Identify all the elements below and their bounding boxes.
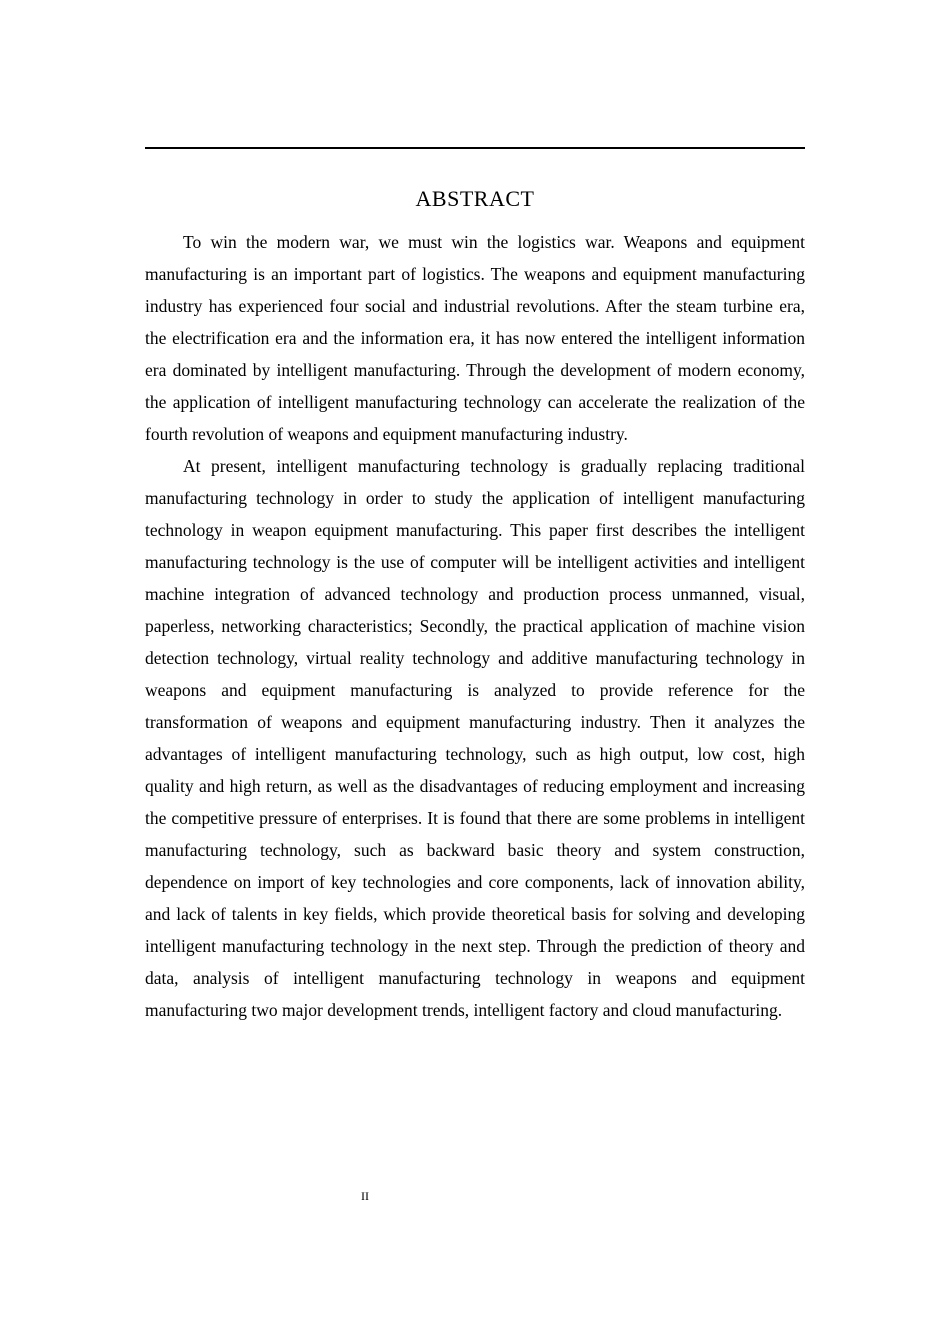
abstract-body <box>145 226 805 1026</box>
page-number: II <box>361 1189 369 1203</box>
abstract-title: ABSTRACT <box>415 186 535 211</box>
header-rule <box>145 147 805 149</box>
abstract-paragraph-1: To win the modern war, we must win the logistics war. Weapons and equipment manufacturing is an important part of logistics. The weapons and equipment manufacturing industry has experienced four social and industrial revolutions. After the steam turbine era, the electrification era and the information era, it has now entered the intelligent information era dominated by intelligent manufacturing. Through the development of modern economy, the application of intelligent manufacturing technology can accelerate the realization of the fourth revolution of weapons and equipment manufacturing industry. <box>145 232 805 444</box>
abstract-paragraph-2: At present, intelligent manufacturing technology is gradually replacing traditional manufacturing technology in order to study the application of intelligent manufacturing technology in weapon equipment manufacturing. This paper first describes the intelligent manufacturing technology is the use of computer will be intelligent activities and intelligent machine integration of advanced technology and production process unmanned, visual, paperless, networking characteristics; Secondly, the practical application of machine vision detection technology, virtual reality technology and additive manufacturing technology in weapons and equipment manufacturing is analyzed to provide reference for the transformation of weapons and equipment manufacturing industry. Then it analyzes the advantages of intelligent manufacturing technology, such as high output, low cost, high quality and high return, as well as the disadvantages of reducing employment and increasing the competitive pressure of enterprises. It is found that there are some problems in intelligent manufacturing technology, such as backward basic theory and system construction, dependence on import of key technologies and core components, lack of innovation ability, and lack of talents in key fields, which provide theoretical basis for solving and developing intelligent manufacturing technology in the next step. Through the prediction of theory and data, analysis of intelligent manufacturing technology in weapons and equipment manufacturing two major development trends, intelligent factory and cloud manufacturing. <box>145 456 805 1020</box>
